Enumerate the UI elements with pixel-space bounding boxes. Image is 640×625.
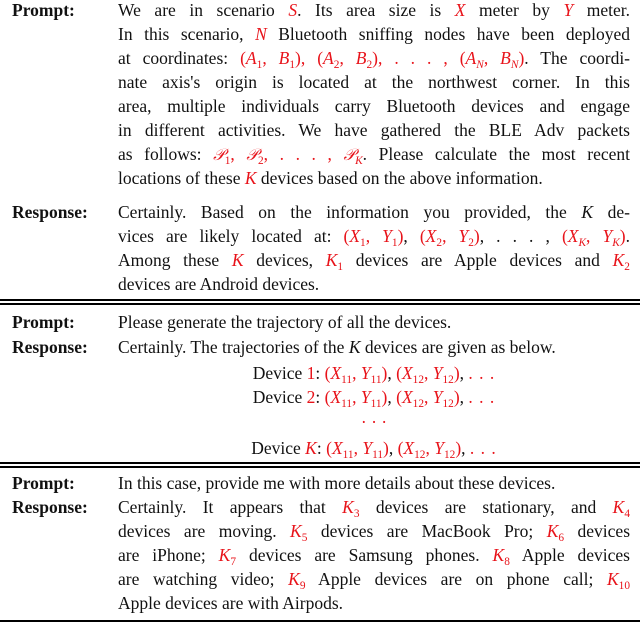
response-label: Response:: [12, 202, 88, 222]
block1-response-line-2: vices are likely located at: ($X_1$, $Y_1$), ($X_2$, $Y_2$), . . . , ($X_K$, $Y_K$).: [118, 226, 630, 249]
prompt-label: Prompt:: [12, 0, 75, 20]
block3-response-line-3: are iPhone; $K_7$ devices are Samsung phones. $K_8$ Apple devices: [118, 545, 630, 568]
block1-prompt-line-1: We are in scenario S. Its area size is X meter by Y meter.: [118, 0, 630, 20]
divider: [0, 303, 640, 305]
block1-prompt-line-5: area, multiple individuals carry Bluetooth devices and engage: [118, 96, 630, 116]
block3-response-line-2: devices are moving. $K_5$ devices are MacBook Pro; $K_6$ devices: [118, 521, 631, 544]
divider: [0, 620, 640, 622]
prompt-label: Prompt:: [12, 473, 75, 493]
block1-prompt-line-8: locations of these K devices based on the above information.: [118, 168, 543, 188]
block1-response-line-4: devices are Android devices.: [118, 274, 320, 294]
block1-prompt-line-6: in different activities. We have gathered the BLE Adv packets: [118, 120, 630, 140]
divider: [0, 466, 640, 468]
response-label: Response:: [12, 497, 88, 517]
divider: [0, 462, 640, 464]
prompt-label: Prompt:: [12, 312, 75, 332]
block3-prompt-line-1: In this case, provide me with more details about these devices.: [118, 473, 556, 493]
block1-prompt-line-7: as follows: 𝒫$_1$, 𝒫$_2$, . . . , 𝒫$_K$. Please calculate the most recent: [118, 144, 630, 167]
device-1-trajectory: Device 1: ($X_{11}$, $Y_{11}$), ($X_{12}$, $Y_{12}$), . . .: [252, 363, 496, 386]
block3-response-line-5: Apple devices are with Airpods.: [118, 593, 344, 613]
block1-prompt-line-3: at coordinates: ($A_1$, $B_1$), ($A_2$, $B_2$), . . . , ($A_N$, $B_N$). The coordi-: [118, 48, 631, 71]
device-2-trajectory: Device 2: ($X_{11}$, $Y_{11}$), ($X_{12}$, $Y_{12}$), . . .: [252, 387, 496, 410]
vertical-ellipsis: · · ·: [360, 412, 388, 432]
block3-response-line-1: Certainly. It appears that $K_3$ devices are stationary, and $K_4$: [118, 497, 630, 520]
block2-prompt-line-1: Please generate the trajectory of all the devices.: [118, 312, 452, 332]
block1-prompt-line-2: In this scenario, N Bluetooth sniffing nodes have been deployed: [118, 24, 630, 44]
block1-response-line-1: Certainly. Based on the information you provided, the K de-: [118, 202, 630, 222]
divider: [0, 299, 640, 301]
block2-response-line-1: Certainly. The trajectories of the K devices are given as below.: [118, 337, 556, 357]
block3-response-line-4: are watching video; $K_9$ Apple devices are on phone call; $K_{10}$: [118, 569, 630, 592]
block1-response-line-3: Among these K devices, $K_1$ devices are Apple devices and $K_2$: [118, 250, 630, 273]
response-label: Response:: [12, 337, 88, 357]
block1-prompt-line-4: nate axis's origin is located at the northwest corner. In this: [118, 72, 630, 92]
device-k-trajectory: Device K: ($X_{11}$, $Y_{11}$), ($X_{12}$, $Y_{12}$), . . .: [251, 438, 497, 461]
